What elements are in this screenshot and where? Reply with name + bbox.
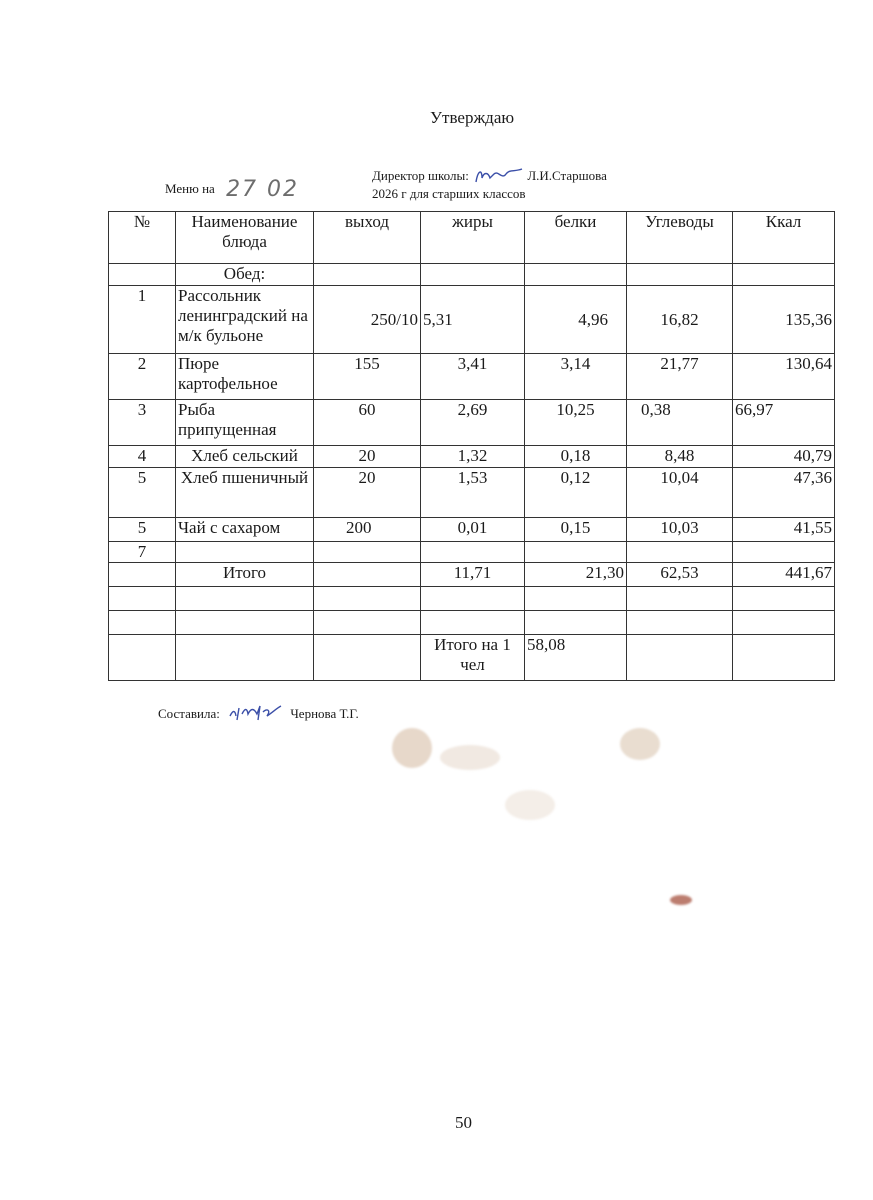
row-num: 7 <box>109 542 176 563</box>
table-row <box>109 542 835 563</box>
director-block <box>372 166 607 202</box>
dish-fat: 5,31 <box>421 286 525 354</box>
dish-fat: 2,69 <box>421 400 525 446</box>
per-person-value: 58,08 <box>525 635 627 681</box>
dish-carbs: 10,04 <box>627 468 733 518</box>
dish-out: 200 <box>314 518 421 542</box>
dish-protein: 0,15 <box>525 518 627 542</box>
dish-kcal: 130,64 <box>733 354 835 400</box>
dish-fat: 1,53 <box>421 468 525 518</box>
table-header-row <box>109 212 835 264</box>
dish-name: Рассольник ленинградский на м/к бульоне <box>176 286 314 354</box>
dish-out: 20 <box>314 468 421 518</box>
dish-carbs: 16,82 <box>627 286 733 354</box>
dish-out: 60 <box>314 400 421 446</box>
total-carbs: 62,53 <box>627 563 733 587</box>
dish-protein: 0,18 <box>525 446 627 468</box>
total-protein: 21,30 <box>525 563 627 587</box>
dish-out: 155 <box>314 354 421 400</box>
dish-out: 250/10 <box>314 286 421 354</box>
table-row <box>109 400 835 446</box>
row-num: 3 <box>109 400 176 446</box>
table-row <box>109 286 835 354</box>
dish-name: Хлеб сельский <box>176 446 314 468</box>
row-num: 1 <box>109 286 176 354</box>
dish-carbs: 21,77 <box>627 354 733 400</box>
total-row <box>109 563 835 587</box>
total-fat: 11,71 <box>421 563 525 587</box>
col-header-kcal: Ккал <box>733 212 835 264</box>
dish-name: Рыба припущенная <box>176 400 314 446</box>
menu-date-handwritten: 27 02 <box>226 177 300 202</box>
row-num: 5 <box>109 468 176 518</box>
col-header-carbs: Углеводы <box>627 212 733 264</box>
dish-carbs: 0,38 <box>627 400 733 446</box>
dish-protein: 10,25 <box>525 400 627 446</box>
dish-kcal: 135,36 <box>733 286 835 354</box>
col-header-fat: жиры <box>421 212 525 264</box>
col-header-protein: белки <box>525 212 627 264</box>
dish-kcal: 66,97 <box>733 400 835 446</box>
approve-heading: Утверждаю <box>430 108 515 127</box>
section-row <box>109 264 835 286</box>
director-label: Директор школы: <box>372 168 469 183</box>
row-num: 5 <box>109 518 176 542</box>
col-header-out: выход <box>314 212 421 264</box>
col-header-name: Наименование блюда <box>176 212 314 264</box>
composer-signature <box>227 702 283 724</box>
per-person-label: Итого на 1 чел <box>421 635 525 681</box>
total-label: Итого <box>176 563 314 587</box>
director-name: Л.И.Старшова <box>527 168 607 183</box>
total-kcal: 441,67 <box>733 563 835 587</box>
dish-carbs: 8,48 <box>627 446 733 468</box>
composed-by-line <box>158 702 359 724</box>
empty-row <box>109 611 835 635</box>
per-person-row <box>109 635 835 681</box>
menu-label: Меню на <box>165 181 215 196</box>
dish-protein: 3,14 <box>525 354 627 400</box>
dish-name: Хлеб пшеничный <box>176 468 314 518</box>
dish-kcal: 41,55 <box>733 518 835 542</box>
composed-name: Чернова Т.Г. <box>290 706 359 721</box>
dish-out: 20 <box>314 446 421 468</box>
dish-kcal: 47,36 <box>733 468 835 518</box>
dish-fat: 0,01 <box>421 518 525 542</box>
table-row <box>109 468 835 518</box>
director-signature <box>472 166 524 186</box>
menu-table <box>108 211 835 681</box>
row-num: 4 <box>109 446 176 468</box>
dish-carbs: 10,03 <box>627 518 733 542</box>
dish-fat: 3,41 <box>421 354 525 400</box>
composed-label: Составила: <box>158 706 220 721</box>
col-header-num: № <box>109 212 176 264</box>
dish-protein: 0,12 <box>525 468 627 518</box>
empty-row <box>109 587 835 611</box>
section-label: Обед: <box>176 264 314 286</box>
director-line2: 2026 г для старших классов <box>372 186 526 201</box>
table-row <box>109 518 835 542</box>
dish-fat: 1,32 <box>421 446 525 468</box>
dish-name: Пюре картофельное <box>176 354 314 400</box>
table-row <box>109 446 835 468</box>
table-row <box>109 354 835 400</box>
row-num: 2 <box>109 354 176 400</box>
dish-name: Чай с сахаром <box>176 518 314 542</box>
menu-date-line <box>165 177 299 202</box>
dish-kcal: 40,79 <box>733 446 835 468</box>
dish-protein: 4,96 <box>525 286 627 354</box>
page-number: 50 <box>455 1113 472 1132</box>
